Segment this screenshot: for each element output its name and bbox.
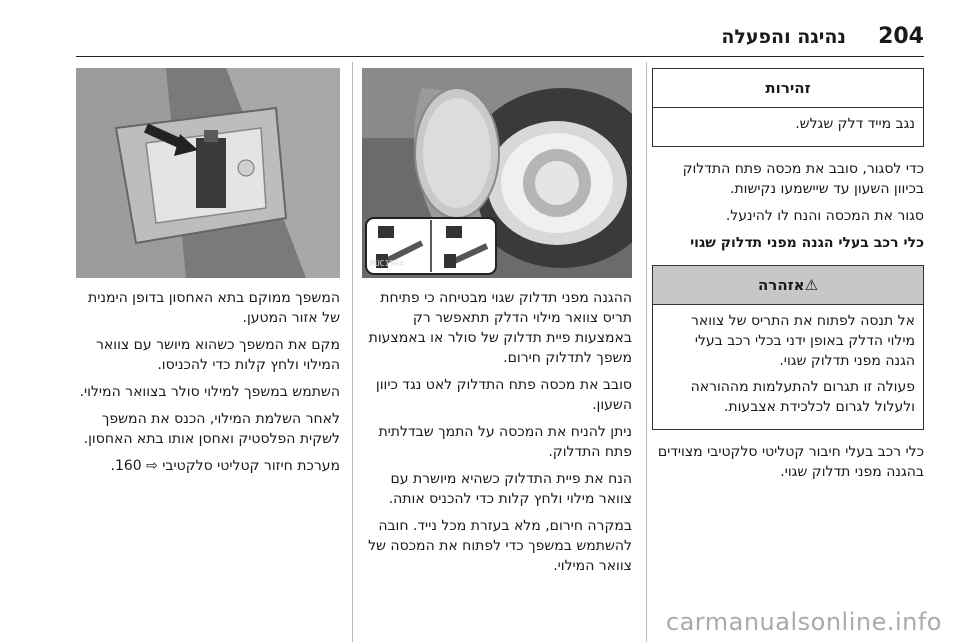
paragraph: הנח את פיית התדלוק כשהיא מיושרת עם צוואר מילוי ולחץ קלות כדי להכניס אותה. [388, 471, 632, 507]
warning-box [652, 68, 924, 147]
middle-column [362, 68, 632, 583]
page-number: 204 [878, 24, 924, 49]
column-divider [646, 62, 647, 642]
figure-code: MUC1904 [370, 259, 404, 268]
section-heading: כלי רכב בעלי הגנה מפני תדלוק שגוי [690, 235, 924, 251]
warning-box-text: נגב מייד דלק שגלש. [795, 116, 915, 132]
caution-text: פעולה זו תגרום להתעלמות מההוראה ולעלול לגרום לכלכידת אצבעות. [690, 379, 915, 415]
page-title: נהיגה והפעלה [721, 26, 846, 48]
paragraph: כלי רכב בעלי חיבור קטליטי סלקטיבי מצוידים בהגנה מפני תדלוק שגוי. [657, 444, 924, 480]
warning-box-title: זהירות [653, 69, 923, 108]
watermark: carmanualsonline.info [665, 608, 942, 636]
fuel-filler-illustration [362, 68, 632, 278]
fuel-filler-figure [362, 68, 632, 278]
cross-reference[interactable]: מערכת חיזור קטליטי סלקטיבי ⇨ 160. [110, 458, 340, 474]
caution-box [652, 265, 924, 430]
paragraph: ניתן להניח את המכסה על התמך שבדלתית פתח התדלוק. [378, 424, 632, 460]
paragraph: מקם את המשפך כשהוא מיושר עם צוואר המילוי ולחץ קלות כדי להכניסו. [96, 337, 340, 373]
paragraph: המשפך ממוקם בתא האחסון בדופן הימנית של אזור המטען. [88, 290, 340, 326]
page-header [76, 22, 924, 57]
caution-text: אל תנסה לפתוח את התריס של צוואר מילוי הדלק באופן ידני בכלי רכב בעלי הגנה מפני תדלוק שגוי. [690, 313, 915, 369]
paragraph: סובב את מכסה פתח התדלוק לאט נגד כיוון השעון. [375, 377, 632, 413]
caution-box-title: אזהרה [757, 276, 805, 294]
caution-box-header [653, 266, 923, 305]
funnel-storage-figure [76, 68, 340, 278]
paragraph: במקרה חירום, מלא בעזרת מכל נייד. חובה להשתמש במשפך כדי לפתוח את המכסה של צוואר המילוי. [368, 518, 632, 574]
right-column [652, 68, 924, 489]
paragraph: סגור את המכסה והנח לו להינעל. [725, 208, 924, 224]
column-divider [352, 62, 353, 642]
funnel-storage-illustration [76, 68, 340, 278]
warning-triangle-icon: ⚠ [804, 276, 819, 294]
paragraph: לאחר השלמת המילוי, הכנס את המשפך לשקית הפלסטיק ואחסן אותו בתא האחסון. [83, 411, 340, 447]
paragraph: כדי לסגור, סובב את מכסה פתח התדלוק בכיוון השעון עד שיישמעו נקישות. [682, 161, 924, 197]
left-column [76, 68, 340, 483]
paragraph: ההגנה מפני תדלוק שגוי מבטיחה כי פתיחת תריס צוואר מילוי הדלק תתאפשר רק באמצעות פיית תדלוק של סולר או באמצעות משפך לתדלוק חירום. [368, 290, 632, 366]
paragraph: השתמש במשפך למילוי סולר בצוואר המילוי. [79, 384, 340, 400]
